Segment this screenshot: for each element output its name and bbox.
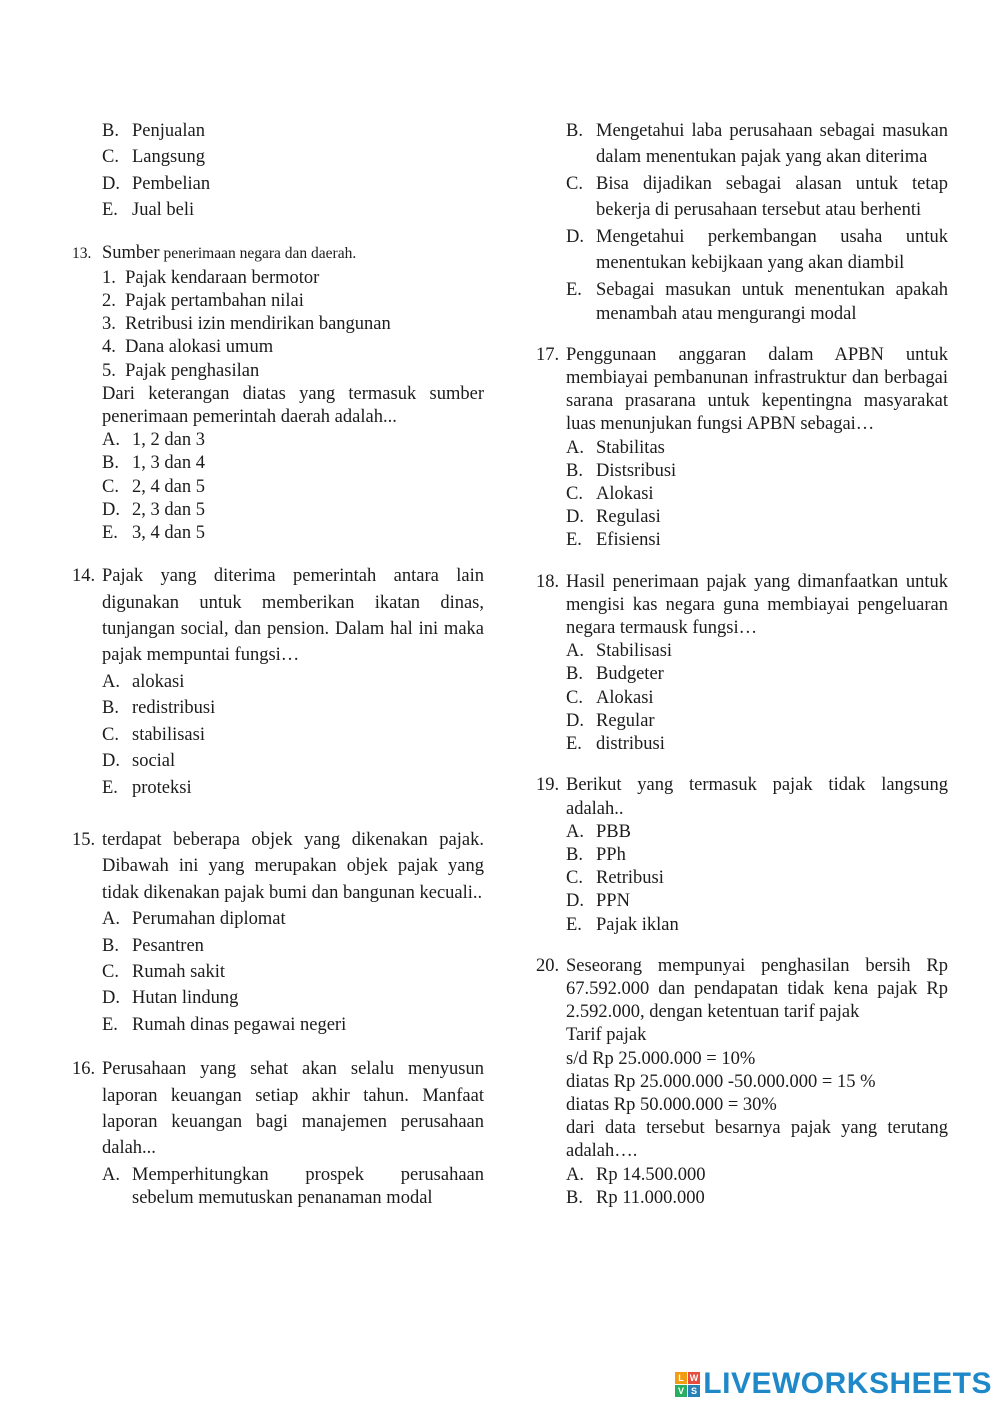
q18-option-b[interactable]: B. Budgeter bbox=[566, 664, 664, 685]
q16-option-d[interactable]: D. Mengetahui perkembangan usaha untuk menentukan kebijkaan yang akan diambil bbox=[566, 226, 948, 274]
question-stem: Penggunaan anggaran dalam APBN untuk membiayai pembanunan infrastruktur dan berbagai sarana prasarana untuk kepentingna masyarakat luas menunjukan fungsi APBN sebagai… bbox=[566, 344, 948, 435]
q19-option-e[interactable]: E. Pajak iklan bbox=[566, 914, 679, 935]
question-number: 16. bbox=[72, 1059, 96, 1080]
q12-option-b[interactable]: B. Penjualan bbox=[102, 121, 205, 141]
q12-option-c[interactable]: C. Langsung bbox=[102, 147, 205, 168]
question-15 bbox=[72, 827, 484, 1038]
info-line: Tarif pajak bbox=[566, 1025, 647, 1046]
question-stem: Pajak yang diterima pemerintah antara lain digunakan untuk memberikan ikatan dinas, tunjangan social, dan pension. Dalam hal ini maka pajak mempuntai fungsi… bbox=[102, 566, 484, 666]
question-number: 13. bbox=[72, 244, 92, 262]
q19-option-a[interactable]: A. PBB bbox=[566, 821, 631, 842]
q16-option-e[interactable]: E. Sebagai masukan untuk menentukan apakah menambah atau mengurangi modal bbox=[566, 280, 948, 324]
q17-options bbox=[536, 437, 948, 553]
q17-option-b[interactable]: B. Distsribusi bbox=[566, 460, 677, 481]
q19-options bbox=[536, 821, 948, 937]
logo-tile: L bbox=[675, 1372, 687, 1384]
question-stem: Perusahaan yang sehat akan selalu menyusun laporan keuangan setiap akhir tahun. Manfaat laporan keuangan bagi manajemen perusahaan dalah... bbox=[102, 1059, 484, 1159]
q17-option-e[interactable]: E. Efisiensi bbox=[566, 530, 661, 551]
list-item: 4. Dana alokasi umum bbox=[102, 337, 274, 358]
q15-option-d[interactable]: D. Hutan lindung bbox=[102, 988, 239, 1009]
question-19 bbox=[536, 774, 948, 936]
q18-option-c[interactable]: C. Alokasi bbox=[566, 687, 654, 708]
q14-option-a[interactable]: A. alokasi bbox=[102, 671, 185, 692]
logo-tile: W bbox=[689, 1372, 699, 1383]
info-line: diatas Rp 50.000.000 = 30% bbox=[566, 1094, 777, 1115]
liveworksheets-logo[interactable] bbox=[675, 1367, 992, 1401]
info-line: diatas Rp 25.000.000 -50.000.000 = 15 % bbox=[566, 1071, 876, 1092]
question-number: 14. bbox=[72, 566, 96, 587]
q13-option-a[interactable]: A. 1, 2 dan 3 bbox=[102, 430, 205, 451]
q18-options bbox=[536, 640, 948, 756]
list-item: 1. Pajak kendaraan bermotor bbox=[102, 267, 320, 288]
q15-option-a[interactable]: A. Perumahan diplomat bbox=[102, 909, 286, 930]
question-number: 15. bbox=[72, 829, 96, 850]
q20-option-b[interactable]: B. Rp 11.000.000 bbox=[566, 1187, 705, 1208]
q16-option-c[interactable]: C. Bisa dijadikan sebagai alasan untuk tetap bekerja di perusahaan tersebut atau berhenti bbox=[566, 173, 948, 221]
info-line: dari data tersebut besarnya pajak yang terutang adalah…. bbox=[566, 1118, 948, 1162]
question-14 bbox=[72, 563, 484, 801]
question-number: 17. bbox=[536, 344, 560, 365]
question-stem: Sumber penerimaan negara dan daerah. bbox=[102, 242, 357, 263]
question-20 bbox=[536, 955, 948, 1210]
question-number: 18. bbox=[536, 571, 560, 592]
logo-tile: V bbox=[675, 1385, 687, 1397]
left-column bbox=[72, 118, 484, 1210]
q19-option-d[interactable]: D. PPN bbox=[566, 891, 630, 912]
q15-option-c[interactable]: C. Rumah sakit bbox=[102, 961, 226, 982]
q18-option-d[interactable]: D. Regular bbox=[566, 710, 655, 731]
q17-option-c[interactable]: C. Alokasi bbox=[566, 484, 654, 505]
q13-option-c[interactable]: C. 2, 4 dan 5 bbox=[102, 476, 205, 497]
q17-option-d[interactable]: D. Regulasi bbox=[566, 507, 661, 528]
q16-continued-options bbox=[536, 118, 948, 326]
question-17 bbox=[536, 344, 948, 553]
q20-options bbox=[536, 1164, 948, 1210]
q18-option-e[interactable]: E. distribusi bbox=[566, 734, 665, 755]
info-line: s/d Rp 25.000.000 = 10% bbox=[566, 1048, 756, 1069]
q13-option-d[interactable]: D. 2, 3 dan 5 bbox=[102, 499, 205, 520]
q15-option-e[interactable]: E. Rumah dinas pegawai negeri bbox=[102, 1014, 347, 1035]
q19-option-b[interactable]: B. PPh bbox=[566, 844, 626, 865]
q16-options bbox=[72, 1164, 484, 1210]
logo-icon bbox=[675, 1372, 700, 1397]
question-18 bbox=[536, 571, 948, 757]
q13-option-b[interactable]: B. 1, 3 dan 4 bbox=[102, 453, 205, 474]
question-number: 19. bbox=[536, 775, 560, 796]
q15-option-b[interactable]: B. Pesantren bbox=[102, 935, 204, 956]
question-stem: Berikut yang termasuk pajak tidak langsung adalah.. bbox=[566, 775, 948, 819]
q13-option-e[interactable]: E. 3, 4 dan 5 bbox=[102, 523, 205, 544]
q12-option-d[interactable]: D. Pembelian bbox=[102, 173, 211, 194]
q16-option-a[interactable]: A. Memperhitungkan prospek perusahaan sebelum memutuskan penanaman modal bbox=[102, 1164, 484, 1208]
q14-option-d[interactable]: D. social bbox=[102, 751, 176, 772]
list-item: 5. Pajak penghasilan bbox=[102, 360, 260, 381]
q17-option-a[interactable]: A. Stabilitas bbox=[566, 437, 665, 458]
right-column bbox=[536, 118, 948, 1210]
question-text: Dari keterangan diatas yang termasuk sumber penerimaan pemerintah daerah adalah... bbox=[102, 383, 484, 428]
brand-name: LIVEWORKSHEETS bbox=[703, 1367, 992, 1400]
q14-option-c[interactable]: C. stabilisasi bbox=[102, 724, 205, 745]
q13-options bbox=[72, 429, 484, 545]
question-13 bbox=[72, 242, 484, 546]
question-stem: Hasil penerimaan pajak yang dimanfaatkan untuk mengisi kas negara guna membiayai pengeluaran negara termausk fungsi… bbox=[566, 571, 948, 639]
q14-options bbox=[72, 669, 484, 801]
q18-option-a[interactable]: A. Stabilisasi bbox=[566, 641, 673, 662]
list-item: 2. Pajak pertambahan nilai bbox=[102, 291, 304, 312]
question-stem: terdapat beberapa objek yang dikenakan pajak. Dibawah ini yang merupakan objek pajak yang tidak dikenakan pajak bumi dan bangunan kecuali.. bbox=[102, 829, 484, 903]
q20-option-a[interactable]: A. Rp 14.500.000 bbox=[566, 1164, 706, 1185]
q14-option-b[interactable]: B. redistribusi bbox=[102, 698, 216, 719]
q12-option-e[interactable]: E. Jual beli bbox=[102, 200, 195, 221]
q19-option-c[interactable]: C. Retribusi bbox=[566, 868, 664, 889]
q14-option-e[interactable]: E. proteksi bbox=[102, 777, 192, 798]
logo-tile: S bbox=[688, 1385, 700, 1397]
list-item: 3. Retribusi izin mendirikan bangunan bbox=[102, 314, 391, 335]
q15-options bbox=[72, 906, 484, 1038]
question-16 bbox=[72, 1056, 484, 1210]
source-list bbox=[102, 267, 484, 383]
q12-options bbox=[72, 118, 484, 224]
question-stem: Seseorang mempunyai penghasilan bersih Rp 67.592.000 dan pendapatan tidak kena pajak Rp 2.592.000, dengan ketentuan tarif pajak bbox=[566, 955, 948, 1023]
q16-option-b[interactable]: B. Mengetahui laba perusahaan sebagai masukan dalam menentukan pajak yang akan diterima bbox=[566, 121, 948, 168]
question-number: 20. bbox=[536, 955, 560, 976]
tax-rate-info bbox=[566, 1024, 948, 1163]
